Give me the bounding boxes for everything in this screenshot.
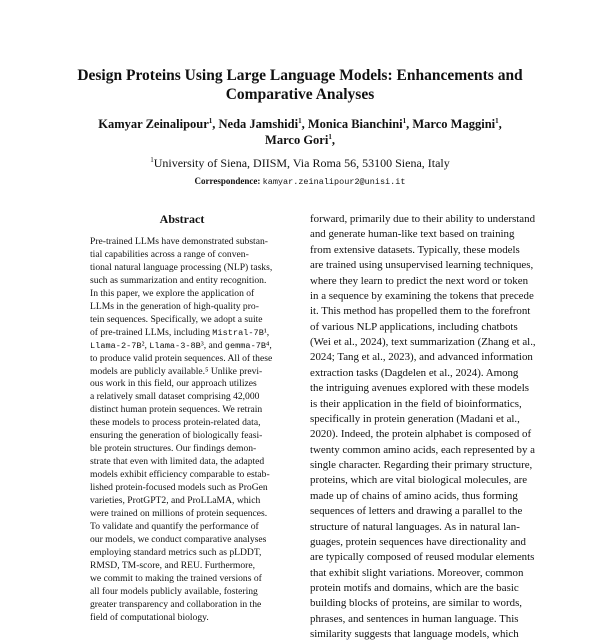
abstract-line: ble protein structures. Our findings demon- (90, 443, 257, 455)
abstract-line: field of computational biology. (90, 611, 209, 623)
body-line: guages, protein sequences have directionality and (310, 535, 526, 548)
body-line: from extensive datasets. Typically, these models (310, 243, 520, 256)
abstract-line: these models to process protein-related data, (90, 417, 261, 429)
paper-title (60, 66, 540, 104)
abstract-heading: Abstract (159, 212, 205, 226)
author-affiliation-mark: 1 (402, 116, 407, 125)
body-line: that exhibit slight variations. Moreover, common (310, 566, 524, 579)
author-name: Monica Bianchini (307, 117, 403, 131)
body-line: extraction tasks (Dagdelen et al., 2024). Among (310, 366, 519, 379)
author-name: Kamyar Zeinalipour (98, 117, 209, 131)
abstract-line: of pre-trained LLMs, including Mistral-7B¹, (90, 326, 270, 338)
author-separator: , (212, 117, 219, 131)
body-line: forward, primarily due to their ability to understand (310, 213, 536, 225)
body-line: the intriguing avenues explored with these models (310, 382, 529, 395)
body-line: similarity suggests that language models, which (310, 628, 519, 641)
abstract-line: ensuring the generation of biologically feasi- (90, 430, 263, 442)
body-line: and generate human-like text based on training (310, 228, 515, 241)
author-affiliation-mark: 1 (495, 116, 499, 125)
body-line: building blocks of proteins, are similar to words, (310, 597, 523, 610)
author-separator: , (498, 117, 502, 131)
author-affiliation-mark: 1 (298, 116, 302, 125)
body-line: are typically composed of reused modular elements (310, 551, 535, 564)
author-separator: , (406, 117, 413, 131)
abstract-line: models exhibit efficiency comparable to estab- (90, 469, 270, 481)
body-line: are trained using unsupervised learning techniques, (310, 259, 534, 272)
abstract-line: ous work in this field, our approach utilizes (90, 378, 257, 390)
abstract-line: tial capabilities across a range of conven- (90, 248, 249, 260)
correspondence-label: Correspondence: (194, 176, 261, 186)
abstract-line: distinct human protein sequences. We retrain (90, 404, 263, 416)
abstract-line: varieties, ProtGPT2, and ProLLaMA, which (90, 495, 261, 507)
abstract-line: to produce valid protein sequences. All of these (90, 352, 273, 364)
body-line: 2024; Tang et al., 2023), and advanced information (310, 351, 533, 364)
body-line: in a sequence by examining the tokens that precede (310, 289, 534, 302)
abstract-line: were trained on millions of protein sequences. (90, 508, 268, 520)
body-line: structure of natural languages. As in natural lan- (310, 520, 520, 533)
body-line: proteins, which are vital biological molecules, are (310, 474, 528, 487)
author-name: Marco Gori (265, 133, 329, 147)
abstract-line: employing standard metrics such as pLDDT, (90, 546, 262, 558)
author-separator: , (331, 133, 335, 147)
abstract-line: RMSD, TM-score, and REU. Furthermore, (90, 559, 256, 571)
body-line: sequences of letters and drawing a parallel to the (310, 505, 523, 518)
body-line: protein motifs and domains, which are the basic (310, 582, 519, 594)
affiliation-mark: 1 (150, 156, 154, 164)
abstract-line: lished protein-focused models such as ProGen (90, 482, 268, 494)
abstract-line: Pre-trained LLMs have demonstrated substan- (90, 236, 268, 247)
abstract-line: our models, we conduct comparative analyses (90, 533, 267, 545)
author-separator: , (301, 117, 308, 131)
abstract-line: LLMs in the generation of high-quality pro- (90, 300, 259, 312)
body-line: it. This method has propelled them to the forefront (310, 305, 531, 318)
body-line: of various NLP applications, including chatbots (310, 320, 518, 333)
abstract-line: all four models publicly available, fostering (90, 585, 258, 597)
affiliation (60, 156, 540, 171)
author-list (60, 116, 540, 148)
correspondence (60, 175, 540, 188)
abstract-line: In this paper, we explore the application of (90, 287, 255, 299)
abstract-line: a relatively small dataset comprising 42,000 (90, 391, 260, 403)
body-column (310, 212, 558, 643)
abstract-line: strate that even with limited data, the adapted (90, 456, 265, 468)
body-line: (Wei et al., 2024), text summarization (Zhang et al., (310, 336, 536, 348)
body-line: made up of chains of amino acids, thus forming (310, 489, 518, 502)
abstract-line: we commit to making the trained versions of (90, 572, 262, 584)
author-affiliation-mark: 1 (208, 116, 213, 125)
author-affiliation-mark: 1 (328, 132, 332, 141)
abstract-line: tein sequences. Specifically, we adopt a suite (90, 313, 263, 325)
title-line: Design Proteins Using Large Language Models: Enhancements and (77, 67, 523, 84)
abstract-line: To validate and quantify the performance of (90, 520, 259, 532)
abstract-body (90, 236, 274, 625)
correspondence-email[interactable]: kamyar.zeinalipour2@unisi.it (262, 177, 406, 187)
body-line: phrases, and sentences in human language. This (310, 612, 519, 625)
abstract-line: such as summarization and entity recognition. (90, 274, 267, 286)
title-line: Comparative Analyses (225, 86, 375, 103)
affiliation-text: University of Siena, DIISM, Via Roma 56, 53100 Siena, Italy (153, 156, 450, 170)
body-line: specifically in protein generation (Madani et al., (310, 412, 520, 425)
abstract-line: Llama-2-7B², Llama-3-8B³, and gemma-7B⁴, (90, 339, 272, 351)
body-line: twenty common amino acids, each represented by a (310, 443, 535, 456)
abstract-line: models are publicly available.⁵ Unlike previ- (90, 365, 263, 377)
body-line: where they learn to predict the next word or token (310, 274, 529, 287)
body-line: single character. Regarding their primary structure, (310, 459, 533, 471)
author-name: Marco Maggini (412, 117, 496, 131)
body-line: is their application in the field of bioinformatics, (310, 397, 522, 410)
body-line: 2020). Indeed, the protein alphabet is composed of (310, 428, 532, 441)
abstract-line: greater transparency and collaboration in the (90, 598, 262, 610)
author-name: Neda Jamshidi (218, 117, 299, 131)
abstract-line: tional natural language processing (NLP) tasks, (90, 261, 273, 273)
